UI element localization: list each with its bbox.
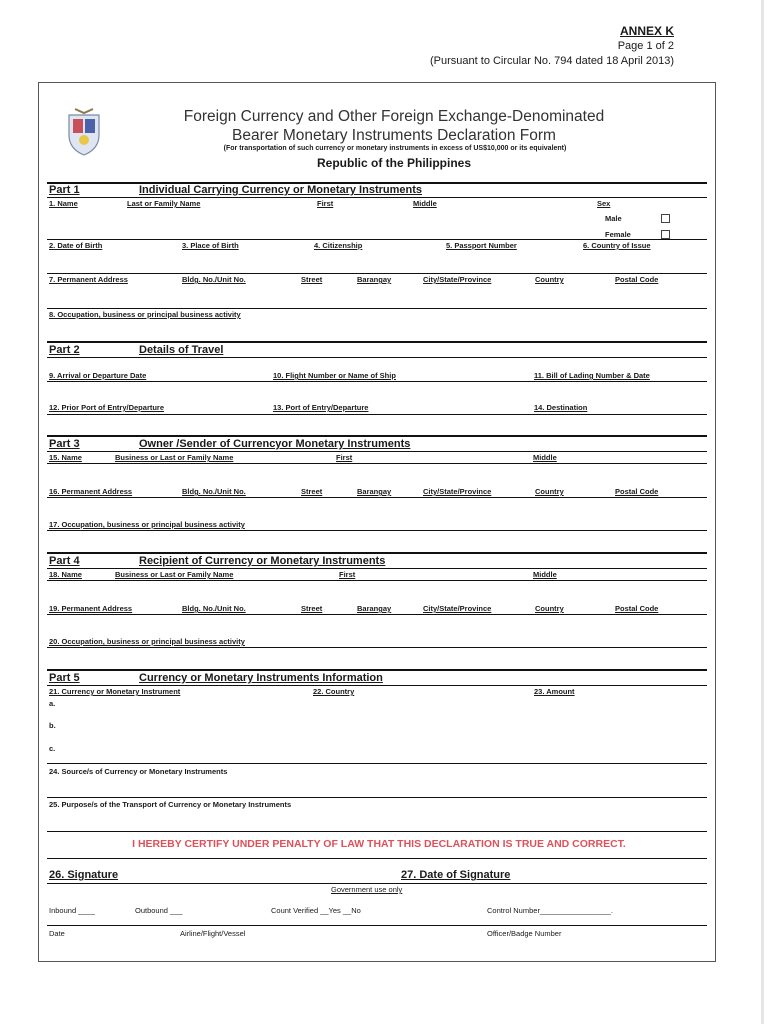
divider	[47, 647, 707, 648]
country-issue-label: 6. Country of Issue	[583, 241, 651, 250]
divider	[47, 831, 707, 832]
row-a-label: a.	[49, 699, 56, 708]
country-label: Country	[535, 275, 564, 284]
form-subtitle: (For transportation of such currency or monetary instruments in excess of US$10,000 or its equivalent)	[223, 145, 567, 152]
republic-label: Republic of the Philippines	[316, 156, 471, 170]
divider	[47, 451, 707, 452]
recipient-barangay-label: Barangay	[357, 604, 392, 613]
divider	[47, 197, 707, 198]
female-label: Female	[605, 230, 631, 239]
part5-title: Currency or Monetary Instruments Information	[139, 672, 383, 684]
currency-label: 21. Currency or Monetary Instrument	[49, 687, 181, 696]
recipient-occupation-label: 20. Occupation, business or principal business activity	[49, 637, 245, 646]
form-title	[149, 107, 639, 145]
recipient-country-label: Country	[535, 604, 564, 613]
citizenship-label: 4. Citizenship	[314, 241, 363, 250]
divider	[47, 357, 707, 358]
bill-label: 11. Bill of Lading Number & Date	[534, 371, 650, 380]
divider	[47, 381, 707, 382]
annex-title: ANNEX K	[619, 24, 674, 38]
part4-title: Recipient of Currency or Monetary Instruments	[139, 555, 386, 567]
bsp-seal-icon	[61, 105, 107, 157]
divider	[47, 685, 707, 686]
dob-label: 2. Date of Birth	[49, 241, 103, 250]
occupation-label: 8. Occupation, business or principal business activity	[49, 310, 241, 319]
barangay-label: Barangay	[357, 275, 392, 284]
street-label: Street	[301, 275, 323, 284]
prior-port-label: 12. Prior Port of Entry/Departure	[49, 403, 165, 412]
gov-date-label: Date	[49, 929, 65, 938]
male-label: Male	[605, 214, 622, 223]
postal-label: Postal Code	[615, 275, 659, 284]
divider	[47, 669, 707, 671]
owner-business-label: Business or Last or Family Name	[115, 453, 234, 462]
passport-label: 5. Passport Number	[446, 241, 517, 250]
divider	[47, 797, 707, 798]
part5-label: Part 5	[49, 672, 80, 684]
recipient-name-label: 18. Name	[49, 570, 82, 579]
divider	[47, 883, 707, 884]
city-label: City/State/Province	[423, 275, 492, 284]
owner-first-label: First	[336, 453, 353, 462]
part1-label: Part 1	[49, 184, 80, 196]
airline-label: Airline/Flight/Vessel	[180, 929, 246, 938]
divider	[47, 580, 707, 581]
divider	[47, 308, 707, 309]
female-checkbox[interactable]	[661, 230, 670, 239]
owner-name-label: 15. Name	[49, 453, 82, 462]
page-edge	[761, 0, 764, 1024]
first-name-label: First	[317, 199, 334, 208]
owner-city-label: City/State/Province	[423, 487, 492, 496]
divider	[47, 568, 707, 569]
recipient-first-label: First	[339, 570, 356, 579]
divider	[47, 463, 707, 464]
divider	[47, 435, 707, 437]
row-b-label: b.	[49, 721, 56, 730]
date-signature-label: 27. Date of Signature	[401, 869, 511, 881]
divider	[47, 530, 707, 531]
perm-address-label: 7. Permanent Address	[49, 275, 128, 284]
part2-title: Details of Travel	[139, 344, 224, 356]
recipient-address-label: 19. Permanent Address	[49, 604, 133, 613]
row-c-label: c.	[49, 744, 56, 753]
arrival-label: 9. Arrival or Departure Date	[49, 371, 147, 380]
purpose-label: 25. Purpose/s of the Transport of Currency or Monetary Instruments	[49, 800, 292, 809]
owner-address-label: 16. Permanent Address	[49, 487, 133, 496]
pob-label: 3. Place of Birth	[182, 241, 239, 250]
owner-middle-label: Middle	[533, 453, 557, 462]
port-label: 13. Port of Entry/Departure	[273, 403, 369, 412]
flight-label: 10. Flight Number or Name of Ship	[273, 371, 396, 380]
count-verified-field[interactable]: Count Verified __Yes __No	[271, 906, 361, 915]
recipient-city-label: City/State/Province	[423, 604, 492, 613]
declaration-form	[38, 82, 716, 962]
government-use-label: Government use only	[331, 885, 403, 894]
sex-label: Sex	[597, 199, 611, 208]
part4-label: Part 4	[49, 555, 80, 567]
divider	[47, 341, 707, 343]
middle-name-label: Middle	[413, 199, 437, 208]
part2-label: Part 2	[49, 344, 80, 356]
pursuant-note: (Pursuant to Circular No. 794 dated 18 April 2013)	[430, 55, 674, 67]
part3-label: Part 3	[49, 438, 80, 450]
owner-occupation-label: 17. Occupation, business or principal business activity	[49, 520, 245, 529]
recipient-bldg-label: Bldg. No./Unit No.	[182, 604, 246, 613]
inbound-field[interactable]: Inbound ____	[49, 906, 95, 915]
part3-title: Owner /Sender of Currencyor Monetary Instruments	[139, 438, 411, 450]
outbound-field[interactable]: Outbound ___	[135, 906, 183, 915]
divider	[47, 763, 707, 764]
divider	[47, 552, 707, 554]
recipient-postal-label: Postal Code	[615, 604, 659, 613]
owner-postal-label: Postal Code	[615, 487, 659, 496]
officer-badge-label: Officer/Badge Number	[487, 929, 562, 938]
recipient-middle-label: Middle	[533, 570, 557, 579]
sources-label: 24. Source/s of Currency or Monetary Instruments	[49, 767, 228, 776]
name-label: 1. Name	[49, 199, 78, 208]
destination-label: 14. Destination	[534, 403, 588, 412]
divider	[47, 614, 707, 615]
owner-street-label: Street	[301, 487, 323, 496]
form-title-line2: Bearer Monetary Instruments Declaration Form	[232, 127, 556, 144]
annex-header	[430, 24, 674, 69]
last-name-label: Last or Family Name	[127, 199, 201, 208]
divider	[47, 858, 707, 859]
owner-country-label: Country	[535, 487, 564, 496]
signature-label: 26. Signature	[49, 869, 119, 881]
currency-country-label: 22. Country	[313, 687, 355, 696]
form-title-line1: Foreign Currency and Other Foreign Exchange-Denominated	[183, 108, 605, 125]
control-number-field[interactable]: Control Number_________________.	[487, 906, 613, 915]
male-checkbox[interactable]	[661, 214, 670, 223]
amount-label: 23. Amount	[534, 687, 575, 696]
recipient-business-label: Business or Last or Family Name	[115, 570, 234, 579]
divider	[47, 497, 707, 498]
divider	[47, 414, 707, 415]
recipient-street-label: Street	[301, 604, 323, 613]
owner-bldg-label: Bldg. No./Unit No.	[182, 487, 246, 496]
part1-title: Individual Carrying Currency or Monetary Instruments	[139, 184, 423, 196]
page-number: Page 1 of 2	[617, 40, 674, 52]
divider	[47, 239, 707, 240]
bldg-label: Bldg. No./Unit No.	[182, 275, 246, 284]
owner-barangay-label: Barangay	[357, 487, 392, 496]
divider	[47, 925, 707, 926]
certification-statement: I HEREBY CERTIFY UNDER PENALTY OF LAW THAT THIS DECLARATION IS TRUE AND CORRECT.	[132, 838, 626, 850]
divider	[47, 273, 707, 274]
